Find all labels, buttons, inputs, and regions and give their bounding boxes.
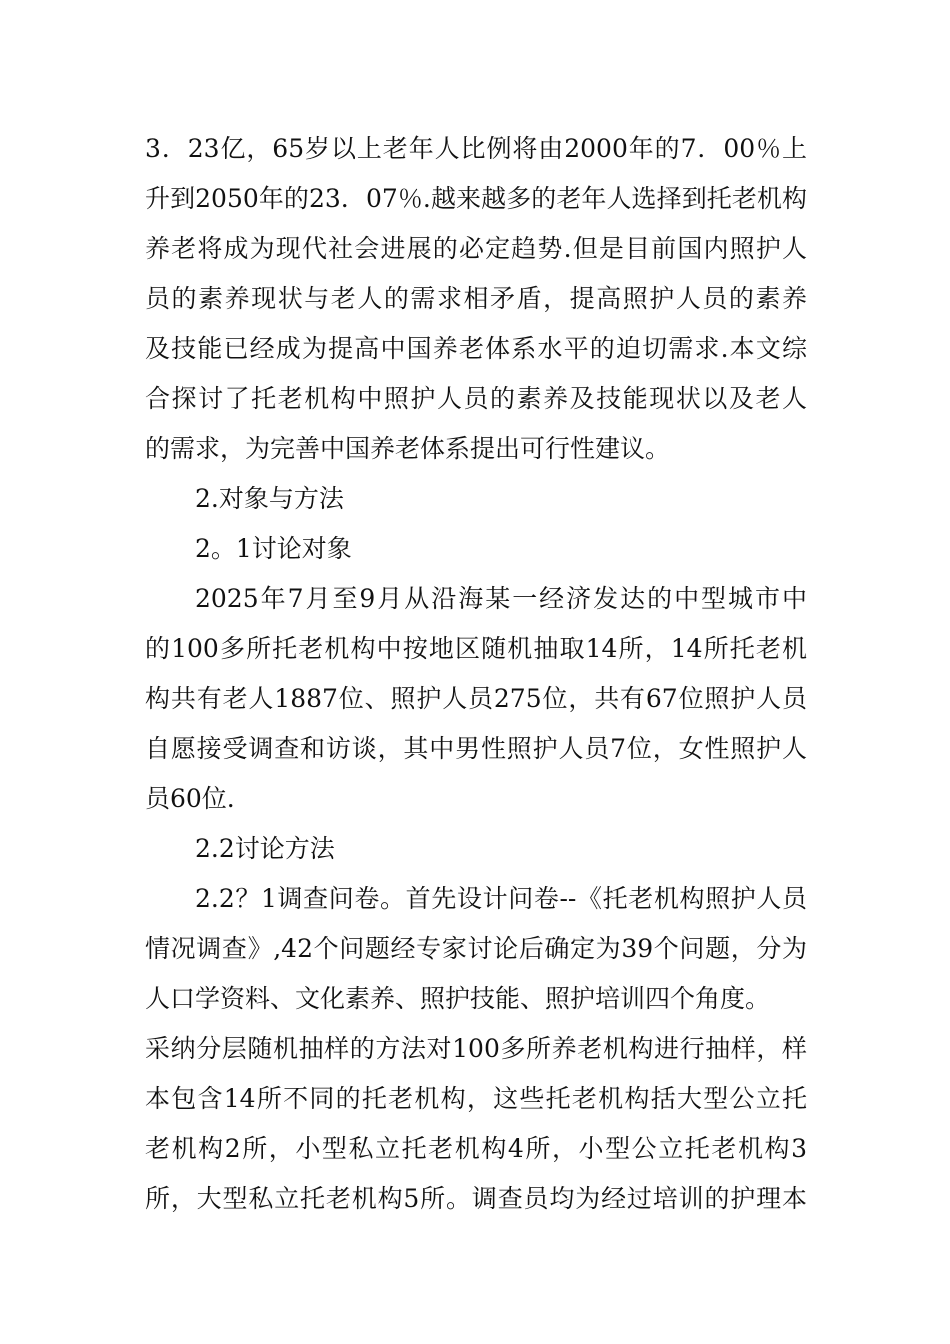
text-line: 2.2？1调查问卷。首先设计问卷--《托老机构照护人员 <box>195 884 807 913</box>
text-line: 3．23亿，65岁以上老年人比例将由2000年的7．00％上 <box>145 134 807 163</box>
document-body <box>145 124 807 1224</box>
text-line: 员的素养现状与老人的需求相矛盾，提高照护人员的素养 <box>145 284 807 313</box>
text-line: 的100多所托老机构中按地区随机抽取14所，14所托老机 <box>145 634 807 663</box>
text-line: 自愿接受调查和访谈，其中男性照护人员7位，女性照护人 <box>145 734 807 763</box>
text-line: 养老将成为现代社会进展的必定趋势.但是目前国内照护人 <box>145 234 807 263</box>
text-line: 及技能已经成为提高中国养老体系水平的迫切需求.本文综 <box>145 334 807 363</box>
text-line: 人口学资料、文化素养、照护技能、照护培训四个角度。 <box>145 984 771 1013</box>
text-line: 员60位. <box>145 784 235 813</box>
text-line: 的需求，为完善中国养老体系提出可行性建议。 <box>145 434 671 463</box>
text-line: 合探讨了托老机构中照护人员的素养及技能现状以及老人 <box>145 384 807 413</box>
text-line: 情况调查》,42个问题经专家讨论后确定为39个问题，分为 <box>145 934 807 963</box>
text-line: 采纳分层随机抽样的方法对100多所养老机构进行抽样，样 <box>145 1034 807 1063</box>
section-heading: 2.对象与方法 <box>195 484 344 513</box>
text-line: 本包含14所不同的托老机构，这些托老机构括大型公立托 <box>145 1084 807 1113</box>
subsection-heading: 2。1讨论对象 <box>195 534 352 563</box>
text-line: 2025年7月至9月从沿海某一经济发达的中型城市中 <box>195 584 807 613</box>
text-line: 老机构2所，小型私立托老机构4所，小型公立托老机构3 <box>145 1134 807 1163</box>
text-line: 所，大型私立托老机构5所。调查员均为经过培训的护理本 <box>145 1184 807 1213</box>
text-line: 构共有老人1887位、照护人员275位，共有67位照护人员 <box>145 684 807 713</box>
text-line: 升到2050年的23．07％.越来越多的老年人选择到托老机构 <box>145 184 807 213</box>
subsection-heading: 2.2讨论方法 <box>195 834 335 863</box>
